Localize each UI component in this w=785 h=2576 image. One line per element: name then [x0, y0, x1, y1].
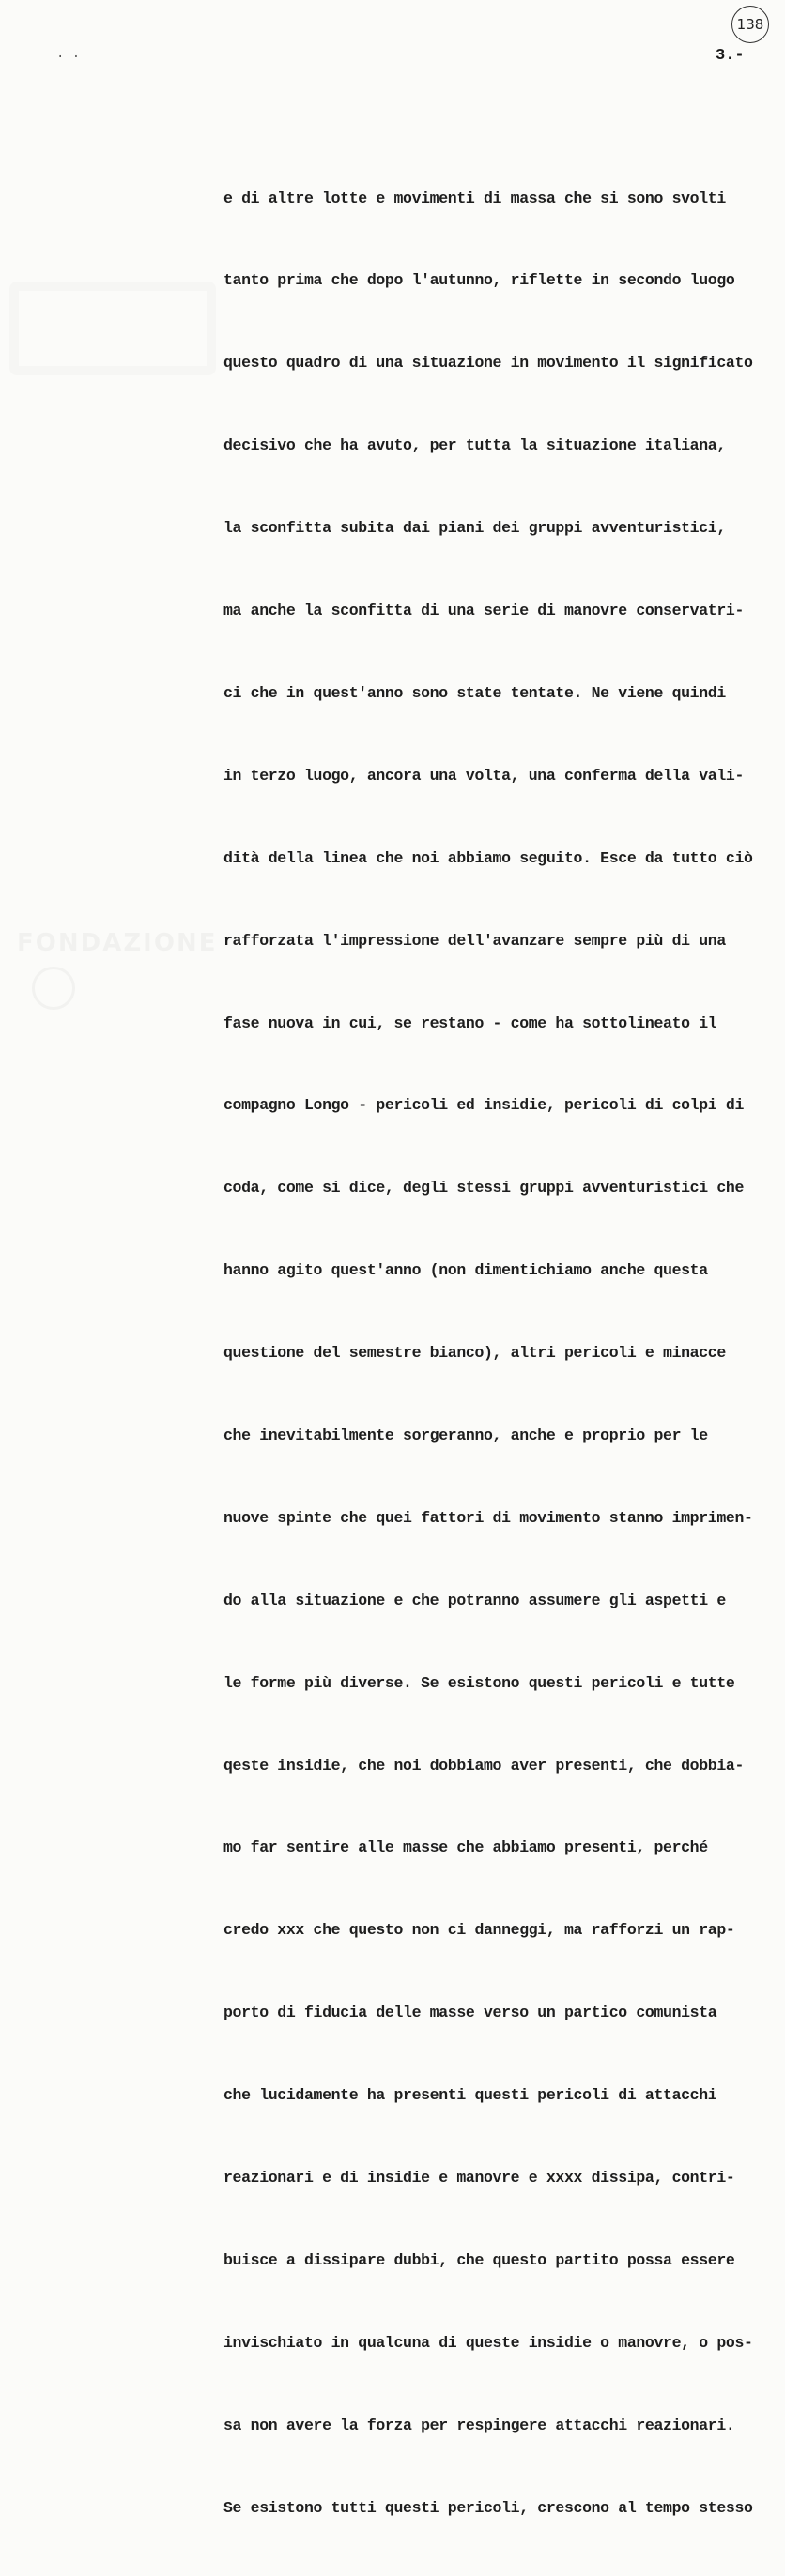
text-line: reazionari e di insidie e manovre e xxxx dissipa, contri-: [223, 2168, 735, 2187]
text-line: rafforzata l'impressione dell'avanzare sempre più di una: [223, 931, 726, 950]
archive-watermark: [17, 929, 217, 957]
watermark-logo-icon: [32, 967, 75, 1010]
text-line: hanno agito quest'anno (non dimentichiamo anche questa: [223, 1261, 708, 1280]
text-line: questione del semestre bianco), altri pericoli e minacce: [223, 1344, 726, 1363]
archive-number-stamp: 138: [731, 6, 769, 43]
text-line: mo far sentire alle masse che abbiamo presenti, perché: [223, 1838, 708, 1857]
page-number: 3.-: [716, 47, 745, 65]
text-line: che inevitabilmente sorgeranno, anche e proprio per le: [223, 1425, 708, 1444]
text-line: questo quadro di una situazione in movimento il significato: [223, 354, 753, 373]
text-line: che lucidamente ha presenti questi pericoli di attacchi: [223, 2086, 717, 2105]
body-text: [223, 130, 783, 2576]
text-line: tanto prima che dopo l'autunno, riflette in secondo luogo: [223, 271, 735, 290]
text-line: dità della linea che noi abbiamo seguito. Esce da tutto ciò: [223, 848, 753, 867]
text-line: fase nuova in cui, se restano - come ha sottolineato il: [223, 1014, 717, 1032]
text-line: nuove spinte che quei fattori di movimento stanno imprimen-: [223, 1508, 753, 1527]
text-line: in terzo luogo, ancora una volta, una conferma della vali-: [223, 766, 744, 785]
text-line: qeste insidie, che noi dobbiamo aver presenti, che dobbia-: [223, 1756, 744, 1775]
text-line: credo xxx che questo non ci danneggi, ma rafforzi un rap-: [223, 1921, 735, 1940]
text-line: la sconfitta subita dai piani dei gruppi avventuristici,: [223, 519, 726, 538]
text-line: porto di fiducia delle masse verso un partico comunista: [223, 2004, 717, 2022]
text-line: sa non avere la forza per respingere attacchi reazionari.: [223, 2416, 735, 2434]
text-line: invischiato in qualcuna di queste insidie o manovre, o pos-: [223, 2333, 753, 2352]
corner-marks: . .: [56, 47, 81, 62]
text-line: coda, come si dice, degli stessi gruppi avventuristici che: [223, 1179, 744, 1197]
text-line: buisce a dissipare dubbi, che questo partito possa essere: [223, 2250, 735, 2269]
text-line: do alla situazione e che potranno assumere gli aspetti e: [223, 1591, 726, 1609]
text-line: ma anche la sconfitta di una serie di manovre conservatri-: [223, 602, 744, 620]
text-line: compagno Longo - pericoli ed insidie, pericoli di colpi di: [223, 1096, 744, 1115]
text-line: le forme più diverse. Se esistono questi pericoli e tutte: [223, 1673, 735, 1692]
text-line: ci che in quest'anno sono state tentate. Ne viene quindi: [223, 683, 726, 702]
text-line: decisivo che ha avuto, per tutta la situazione italiana,: [223, 436, 726, 455]
text-line: Se esistono tutti questi pericoli, crescono al tempo stesso: [223, 2498, 753, 2517]
bleed-through-shadow: [9, 282, 216, 375]
text-line: e di altre lotte e movimenti di massa che si sono svolti: [223, 189, 726, 207]
